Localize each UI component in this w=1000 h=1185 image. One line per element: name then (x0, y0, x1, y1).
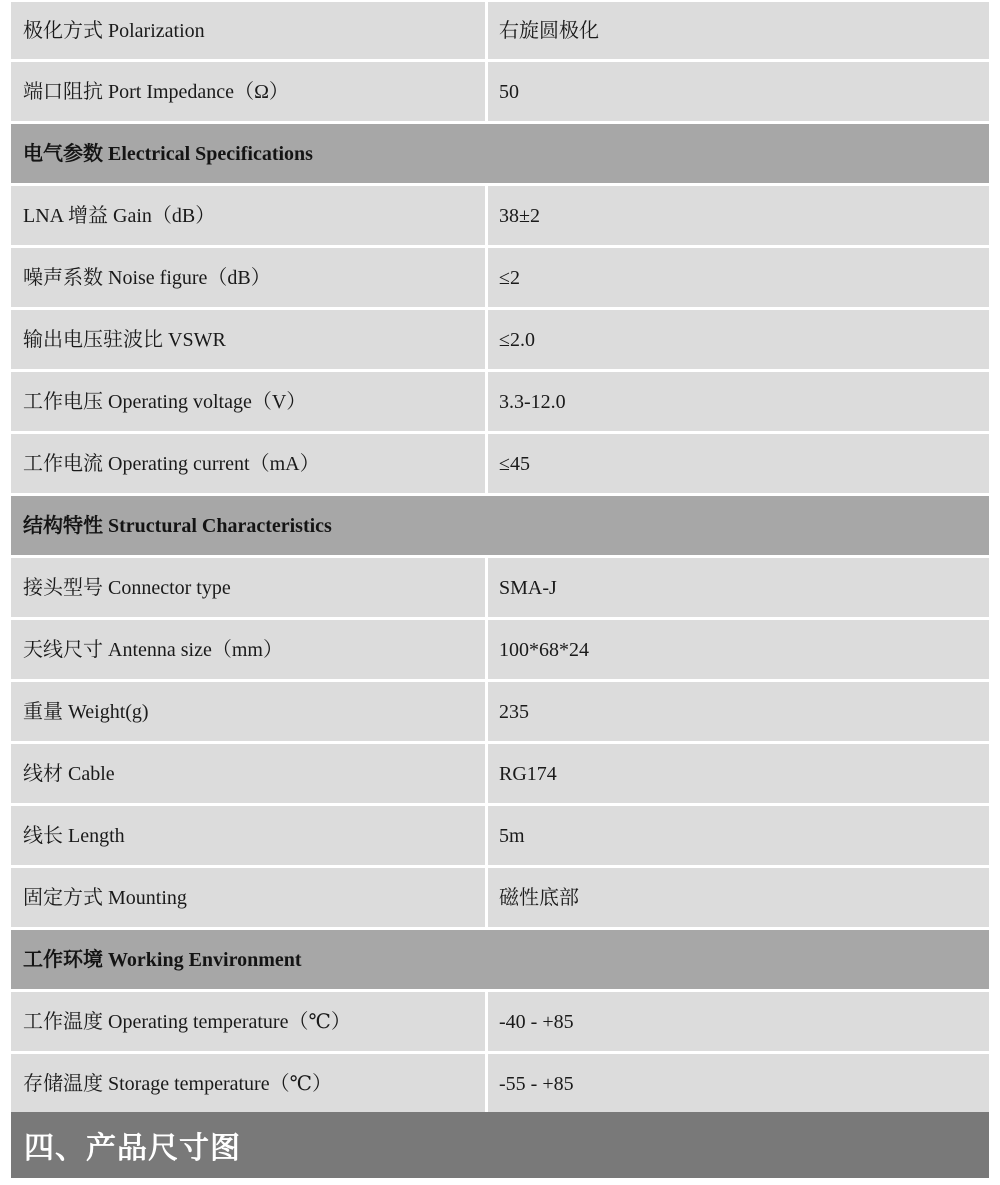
table-row (11, 186, 989, 248)
section-header-row (11, 124, 989, 186)
table-row (11, 310, 989, 372)
param-name-cell: 重量 Weight(g) (11, 682, 488, 744)
section-heading-title: 四、产品尺寸图 (24, 1131, 241, 1166)
section-header-label: 工作环境 Working Environment (11, 930, 989, 992)
param-value-cell: 右旋圆极化 (488, 0, 989, 62)
param-name-cell: 线材 Cable (11, 744, 488, 806)
param-value-cell: 磁性底部 (488, 868, 989, 930)
table-row (11, 1054, 989, 1113)
section-header-label: 结构特性 Structural Characteristics (11, 496, 989, 558)
param-value-cell: 235 (488, 682, 989, 744)
param-name-cell: 存储温度 Storage temperature（℃） (11, 1054, 488, 1113)
table-row (11, 744, 989, 806)
param-value-cell: 100*68*24 (488, 620, 989, 682)
param-value-cell: 5m (488, 806, 989, 868)
param-value-cell: 38±2 (488, 186, 989, 248)
table-row (11, 558, 989, 620)
param-value-cell: ≤45 (488, 434, 989, 496)
param-name-cell: 接头型号 Connector type (11, 558, 488, 620)
param-name-cell: 工作电流 Operating current（mA） (11, 434, 488, 496)
spec-table-body (11, 0, 989, 1113)
param-name-cell: LNA 增益 Gain（dB） (11, 186, 488, 248)
table-row (11, 806, 989, 868)
spec-table (11, 0, 989, 1113)
table-row (11, 372, 989, 434)
table-row (11, 992, 989, 1054)
param-name-cell: 极化方式 Polarization (11, 0, 488, 62)
table-row (11, 62, 989, 124)
param-name-cell: 工作温度 Operating temperature（℃） (11, 992, 488, 1054)
section-heading-bar (11, 1112, 989, 1178)
param-name-cell: 固定方式 Mounting (11, 868, 488, 930)
param-value-cell: 3.3-12.0 (488, 372, 989, 434)
param-value-cell: -55 - +85 (488, 1054, 989, 1113)
param-value-cell: 50 (488, 62, 989, 124)
param-name-cell: 噪声系数 Noise figure（dB） (11, 248, 488, 310)
param-value-cell: -40 - +85 (488, 992, 989, 1054)
param-name-cell: 天线尺寸 Antenna size（mm） (11, 620, 488, 682)
section-header-row (11, 930, 989, 992)
param-value-cell: SMA-J (488, 558, 989, 620)
table-row (11, 620, 989, 682)
table-row (11, 868, 989, 930)
section-header-row (11, 496, 989, 558)
table-row (11, 248, 989, 310)
table-row (11, 434, 989, 496)
param-value-cell: ≤2 (488, 248, 989, 310)
param-name-cell: 输出电压驻波比 VSWR (11, 310, 488, 372)
section-header-label: 电气参数 Electrical Specifications (11, 124, 989, 186)
param-name-cell: 端口阻抗 Port Impedance（Ω） (11, 62, 488, 124)
param-name-cell: 工作电压 Operating voltage（V） (11, 372, 488, 434)
table-row (11, 682, 989, 744)
param-value-cell: RG174 (488, 744, 989, 806)
table-row (11, 0, 989, 62)
param-value-cell: ≤2.0 (488, 310, 989, 372)
param-name-cell: 线长 Length (11, 806, 488, 868)
